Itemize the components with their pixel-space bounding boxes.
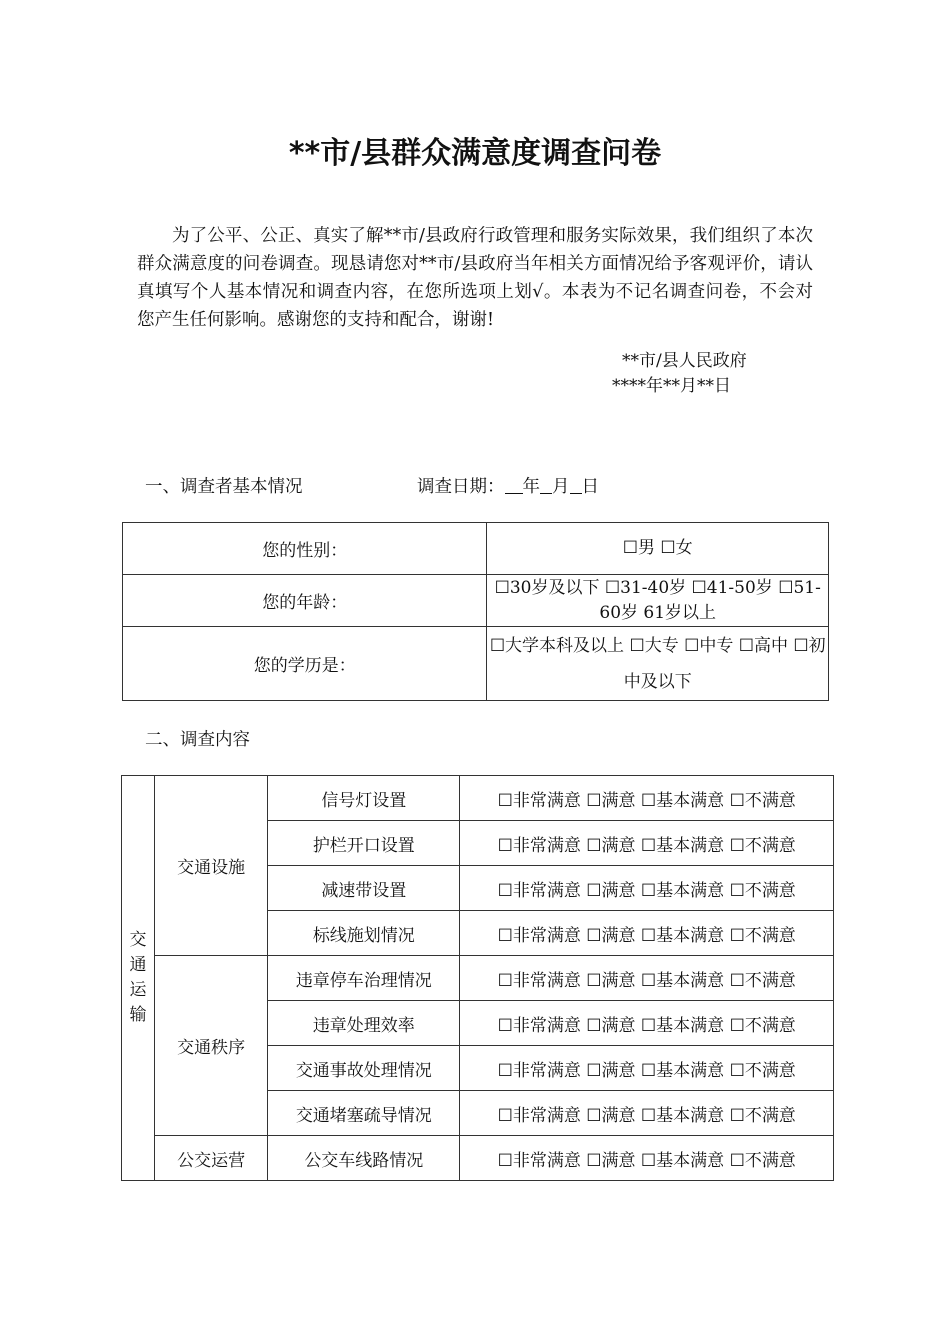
table-row bbox=[123, 627, 829, 701]
day-blank[interactable] bbox=[570, 475, 582, 494]
gender-question: 您的性别： bbox=[123, 523, 487, 575]
subcategory-traffic-facilities: 交通设施 bbox=[155, 776, 268, 956]
year-label: 年 bbox=[522, 477, 540, 497]
item-label: 公交车线路情况 bbox=[268, 1136, 460, 1181]
category-char: 输 bbox=[129, 1005, 147, 1025]
year-blank[interactable] bbox=[505, 475, 523, 494]
gender-options[interactable]: ☐男 ☐女 bbox=[487, 523, 829, 575]
rating-options[interactable]: ☐非常满意 ☐满意 ☐基本满意 ☐不满意 bbox=[460, 911, 834, 956]
rating-options[interactable]: ☐非常满意 ☐满意 ☐基本满意 ☐不满意 bbox=[460, 956, 834, 1001]
signature-date: ****年**月**日 bbox=[612, 376, 731, 396]
subcategory-traffic-order: 交通秩序 bbox=[155, 956, 268, 1136]
table-row bbox=[122, 956, 834, 1001]
basic-info-table bbox=[122, 522, 829, 701]
section1-heading: 一、调查者基本情况 bbox=[145, 477, 303, 497]
item-label: 交通事故处理情况 bbox=[268, 1046, 460, 1091]
intro-paragraph: 为了公平、公正、真实了解**市/县政府行政管理和服务实际效果，我们组织了本次群众满意度的问卷调查。现恳请您对**市/县政府当年相关方面情况给予客观评价，请认真填写个人基本情况和调查内容，在您所选项上划√。本表为不记名调查问卷，不会对您产生任何影响。感谢您的支持和配合，谢谢! bbox=[137, 226, 813, 330]
section2-heading: 二、调查内容 bbox=[145, 730, 250, 750]
category-char: 通 bbox=[129, 955, 147, 975]
rating-options[interactable]: ☐非常满意 ☐满意 ☐基本满意 ☐不满意 bbox=[460, 866, 834, 911]
survey-date bbox=[417, 473, 599, 498]
age-question: 您的年龄： bbox=[123, 575, 487, 627]
rating-options[interactable]: ☐非常满意 ☐满意 ☐基本满意 ☐不满意 bbox=[460, 776, 834, 821]
rating-options[interactable]: ☐非常满意 ☐满意 ☐基本满意 ☐不满意 bbox=[460, 821, 834, 866]
rating-options[interactable]: ☐非常满意 ☐满意 ☐基本满意 ☐不满意 bbox=[460, 1136, 834, 1181]
survey-content-table bbox=[121, 775, 834, 1181]
category-char: 运 bbox=[129, 980, 147, 1000]
item-label: 减速带设置 bbox=[268, 866, 460, 911]
table-row bbox=[123, 575, 829, 627]
page-title: **市/县群众满意度调查问卷 bbox=[288, 136, 662, 171]
signature-org: **市/县人民政府 bbox=[622, 351, 747, 371]
table-row bbox=[123, 523, 829, 575]
item-label: 违章停车治理情况 bbox=[268, 956, 460, 1001]
day-label: 日 bbox=[581, 477, 599, 497]
month-blank[interactable] bbox=[540, 475, 552, 494]
subcategory-bus-operation: 公交运营 bbox=[155, 1136, 268, 1181]
category-transport bbox=[122, 776, 155, 1181]
item-label: 标线施划情况 bbox=[268, 911, 460, 956]
item-label: 交通堵塞疏导情况 bbox=[268, 1091, 460, 1136]
item-label: 信号灯设置 bbox=[268, 776, 460, 821]
rating-options[interactable]: ☐非常满意 ☐满意 ☐基本满意 ☐不满意 bbox=[460, 1001, 834, 1046]
category-char: 交 bbox=[129, 930, 147, 950]
table-row bbox=[122, 776, 834, 821]
age-options[interactable]: ☐30岁及以下 ☐31-40岁 ☐41-50岁 ☐51-60岁 61岁以上 bbox=[487, 575, 829, 627]
rating-options[interactable]: ☐非常满意 ☐满意 ☐基本满意 ☐不满意 bbox=[460, 1091, 834, 1136]
month-label: 月 bbox=[552, 477, 570, 497]
rating-options[interactable]: ☐非常满意 ☐满意 ☐基本满意 ☐不满意 bbox=[460, 1046, 834, 1091]
item-label: 违章处理效率 bbox=[268, 1001, 460, 1046]
education-options[interactable]: ☐大学本科及以上 ☐大专 ☐中专 ☐高中 ☐初中及以下 bbox=[487, 627, 829, 701]
education-question: 您的学历是： bbox=[123, 627, 487, 701]
item-label: 护栏开口设置 bbox=[268, 821, 460, 866]
table-row bbox=[122, 1136, 834, 1181]
survey-date-label: 调查日期： bbox=[417, 477, 505, 497]
